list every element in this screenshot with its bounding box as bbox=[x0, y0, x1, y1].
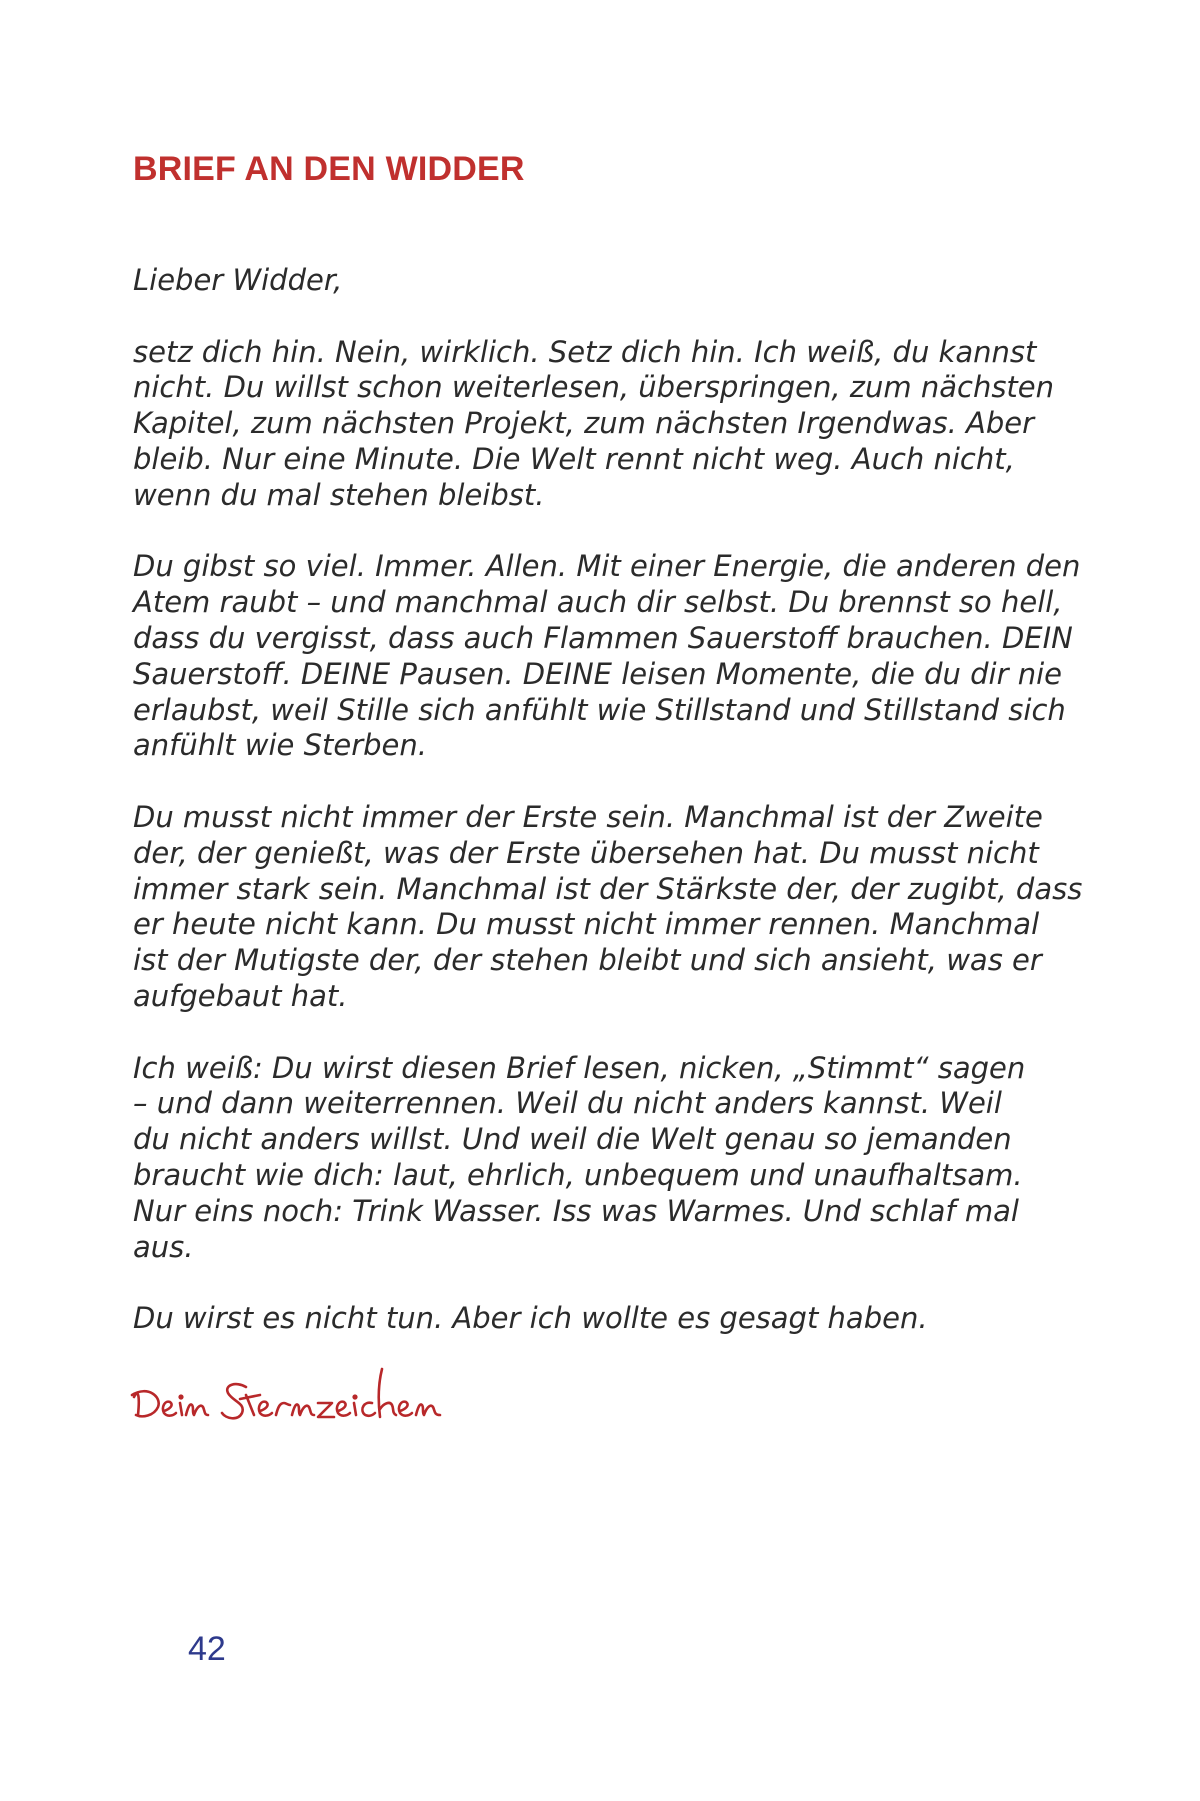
letter-title: BRIEF AN DEN WIDDER bbox=[133, 150, 525, 188]
text-line: nicht. Du willst schon weiterlesen, überspringen, zum nächsten bbox=[133, 370, 1055, 405]
paragraph-2 bbox=[133, 549, 1081, 764]
text-line: dass du vergisst, dass auch Flammen Sauerstoff brauchen. DEIN bbox=[133, 620, 1073, 655]
text-line: Kapitel, zum nächsten Projekt, zum nächsten Irgendwas. Aber bbox=[133, 406, 1035, 441]
salutation bbox=[133, 263, 1033, 299]
text-line: aufgebaut hat. bbox=[133, 978, 348, 1013]
text-line: ist der Mutigste der, der stehen bleibt und sich ansieht, was er bbox=[133, 943, 1042, 978]
page-number: 42 bbox=[188, 1630, 226, 1668]
text-line: aus. bbox=[133, 1229, 194, 1264]
text-line: setz dich hin. Nein, wirklich. Setz dich hin. Ich weiß, du kannst bbox=[133, 334, 1037, 369]
text-line: Du gibst so viel. Immer. Allen. Mit einer Energie, die anderen den bbox=[133, 549, 1081, 584]
text-line: erlaubst, weil Stille sich anfühlt wie Stillstand und Stillstand sich bbox=[133, 692, 1066, 727]
paragraph-3 bbox=[133, 799, 1083, 1015]
text-line: er heute nicht kann. Du musst nicht immer rennen. Manchmal bbox=[133, 907, 1040, 942]
text-line: Atem raubt – und manchmal auch dir selbst. Du brennst so hell, bbox=[133, 585, 1063, 620]
text-line: der, der genießt, was der Erste übersehen hat. Du musst nicht bbox=[133, 835, 1039, 870]
letter-body bbox=[133, 263, 1083, 1373]
text-line: Ich weiß: Du wirst diesen Brief lesen, nicken, „Stimmt“ sagen bbox=[133, 1050, 1026, 1085]
text-line: wenn du mal stehen bleibst. bbox=[133, 477, 545, 512]
text-line: Sauerstoff. DEINE Pausen. DEINE leisen Momente, die du dir nie bbox=[133, 656, 1063, 691]
text-line: braucht wie dich: laut, ehrlich, unbequem und unaufhaltsam. bbox=[133, 1157, 1023, 1192]
text-line: – und dann weiterrennen. Weil du nicht anders kannst. Weil bbox=[133, 1086, 1002, 1121]
text-line: bleib. Nur eine Minute. Die Welt rennt nicht weg. Auch nicht, bbox=[133, 441, 1015, 476]
text-line: anfühlt wie Sterben. bbox=[133, 728, 427, 763]
text-line: Du musst nicht immer der Erste sein. Manchmal ist der Zweite bbox=[133, 799, 1043, 834]
paragraph-4 bbox=[133, 1051, 1033, 1266]
handwritten-signature bbox=[128, 1355, 448, 1425]
text-line: immer stark sein. Manchmal ist der Stärkste der, der zugibt, dass bbox=[133, 871, 1083, 906]
closing-line bbox=[133, 1301, 1033, 1337]
text-line: Du wirst es nicht tun. Aber ich wollte es gesagt haben. bbox=[133, 1301, 928, 1336]
text-line: du nicht anders willst. Und weil die Welt genau so jemanden bbox=[133, 1122, 1012, 1157]
text-line: Nur eins noch: Trink Wasser. Iss was Warmes. Und schlaf mal bbox=[133, 1193, 1019, 1228]
text-line: Lieber Widder, bbox=[133, 263, 343, 297]
paragraph-1 bbox=[133, 334, 1055, 514]
